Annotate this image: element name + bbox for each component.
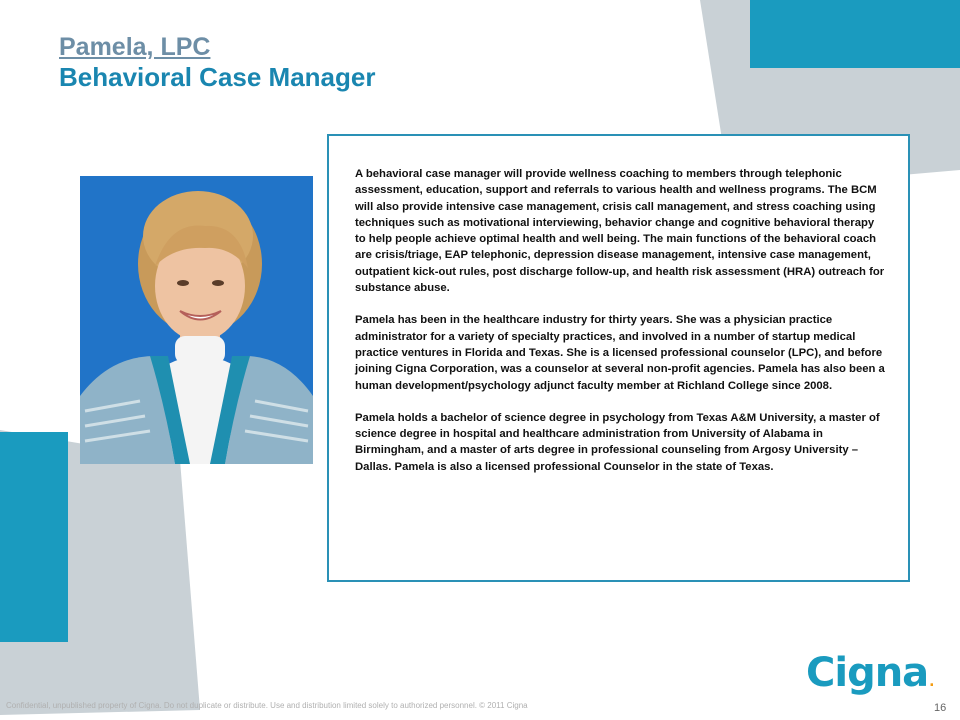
- bio-box: [327, 134, 910, 582]
- bio-paragraph-experience: Pamela has been in the healthcare industry for thirty years. She was a physician practice administrator for a variety of specialty practices, and involved in a number of startup medical practice ventures in Florida and Texas. She is a licensed professional counselor (LPC), and before joining Cigna Corporation, was a counselor at several non-profit agencies. Pamela has also been a human development/psychology adjunct faculty member at Richland College since 2008.: [355, 314, 885, 392]
- top-right-teal-block: [750, 0, 960, 68]
- title-block: [59, 32, 375, 92]
- cigna-logo-dot: .: [929, 674, 934, 690]
- page-number: 16: [934, 702, 947, 714]
- person-name: Pamela, LPC: [59, 33, 211, 61]
- profile-photo: [80, 176, 313, 464]
- cigna-logo-text: Cigna: [806, 650, 929, 696]
- left-teal-block: [0, 432, 68, 642]
- cigna-logo: [806, 650, 934, 696]
- bio-text: [355, 166, 885, 491]
- bio-paragraph-education: Pamela holds a bachelor of science degree in psychology from Texas A&M University, a master of science degree in hospital and healthcare administration from University of Alabama in Birmingham, and a master of arts degree in professional counseling from Argosy University – Dallas. Pamela is also a licensed professional Counselor in the state of Texas.: [355, 411, 880, 473]
- person-role: Behavioral Case Manager: [59, 62, 376, 92]
- confidential-notice: Confidential, unpublished property of Cigna. Do not duplicate or distribute. Use and distribution limited solely to authorized personnel. © 2011 Cigna: [6, 701, 528, 710]
- bio-paragraph-role: A behavioral case manager will provide wellness coaching to members through telephonic assessment, education, support and referrals to various health and wellness programs. The BCM will also provide intensive case management, crisis call management, and stress coaching using techniques such as motivational interviewing, behavior change and cognitive behavioral therapy to help people achieve optimal health and well being. The main functions of the behavioral coach are crisis/triage, EAP telephonic, depression disease management, intensive case management, outpatient kick-out rules, post discharge follow-up, and health risk assessment (HRA) outreach for substance abuse.: [355, 168, 885, 295]
- profile-photo-illustration: [80, 176, 313, 464]
